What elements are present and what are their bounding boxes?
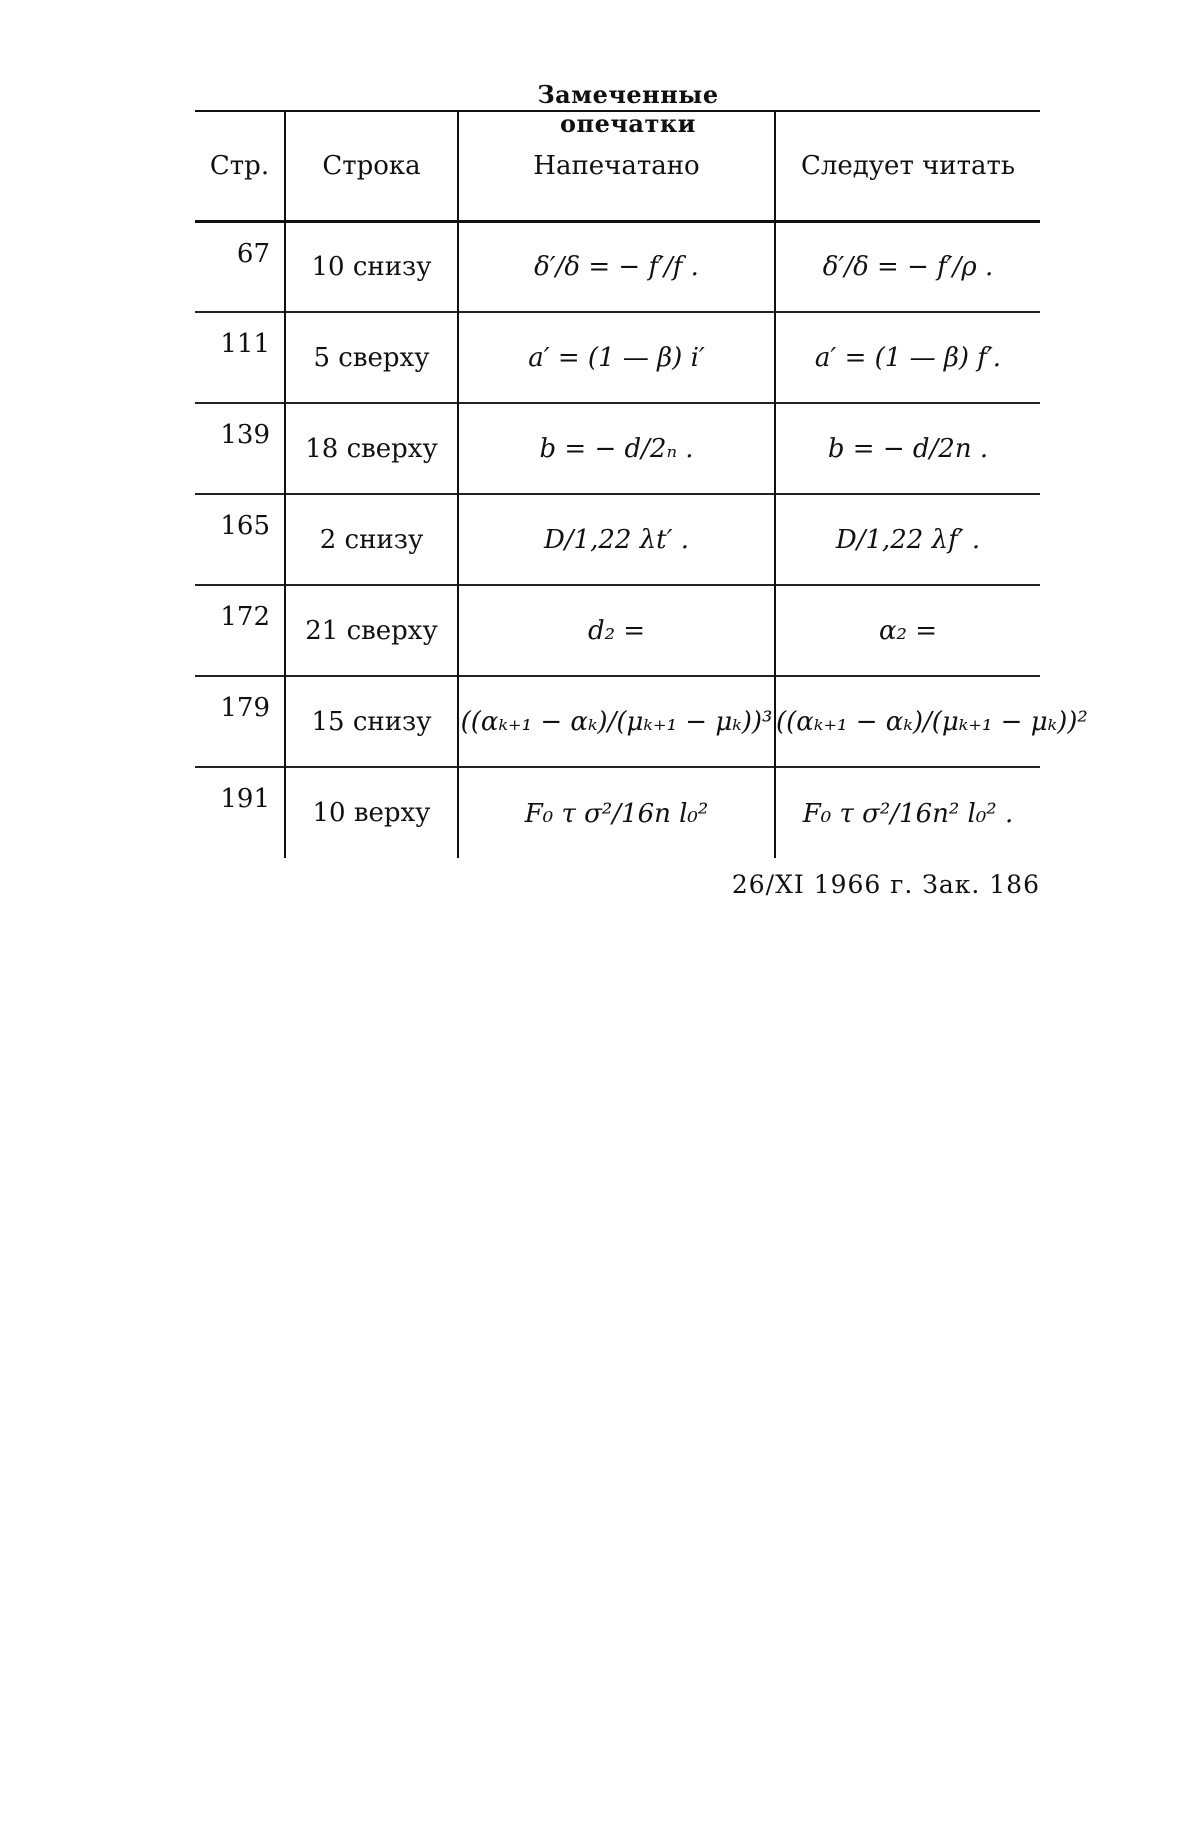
row-line: 21 сверху (285, 585, 458, 676)
row-line: 10 верху (285, 767, 458, 858)
printed-formula: D/1,22 λt′ . (543, 525, 690, 555)
correct-formula: α₂ = (878, 616, 938, 646)
row-line: 18 сверху (285, 403, 458, 494)
printed-formula: δ′/δ = − f′/f . (534, 252, 699, 283)
row-line: 10 снизу (285, 221, 458, 312)
row-page: 179 (195, 676, 285, 767)
correct-formula: D/1,22 λf′ . (835, 525, 981, 555)
printed-formula: F₀ τ σ²/16n l₀² (524, 798, 709, 829)
table-row (195, 767, 1040, 858)
printed-formula: ((αₖ₊₁ − αₖ)/(μₖ₊₁ − μₖ))³ (460, 707, 773, 737)
header-page: Стр. (195, 111, 285, 221)
row-page: 165 (195, 494, 285, 585)
table-row (195, 221, 1040, 312)
header-printed: Напечатано (458, 111, 775, 221)
page-title: Замеченные опечатки (537, 80, 719, 138)
header-row (195, 111, 1040, 221)
printed-formula: a′ = (1 — β) i′ (528, 343, 705, 373)
row-line: 5 сверху (285, 312, 458, 403)
row-page: 111 (195, 312, 285, 403)
errata-table (195, 110, 1088, 858)
correct-formula: b = − d/2n . (827, 434, 989, 464)
table-row (195, 676, 1040, 767)
row-line: 2 снизу (285, 494, 458, 585)
print-date-order: 26/XI 1966 г. Зак. 186 (731, 870, 1040, 899)
row-page: 67 (195, 221, 285, 312)
row-page: 172 (195, 585, 285, 676)
table-row (195, 403, 1040, 494)
correct-formula: F₀ τ σ²/16n² l₀² . (802, 798, 1014, 829)
printed-formula: d₂ = (587, 616, 646, 646)
table-row (195, 585, 1040, 676)
header-read: Следует читать (800, 150, 1016, 181)
header-line: Строка (285, 111, 458, 221)
table-row (195, 312, 1040, 403)
correct-formula: ((αₖ₊₁ − αₖ)/(μₖ₊₁ − μₖ))² (776, 707, 1088, 737)
correct-formula: δ′/δ = − f′/ρ . (822, 252, 994, 283)
row-line: 15 снизу (285, 676, 458, 767)
row-page: 139 (195, 403, 285, 494)
row-page: 191 (195, 767, 285, 858)
table-row (195, 494, 1040, 585)
printed-formula: b = − d/2ₙ . (539, 434, 694, 464)
correct-formula: a′ = (1 — β) f′. (814, 343, 1002, 373)
